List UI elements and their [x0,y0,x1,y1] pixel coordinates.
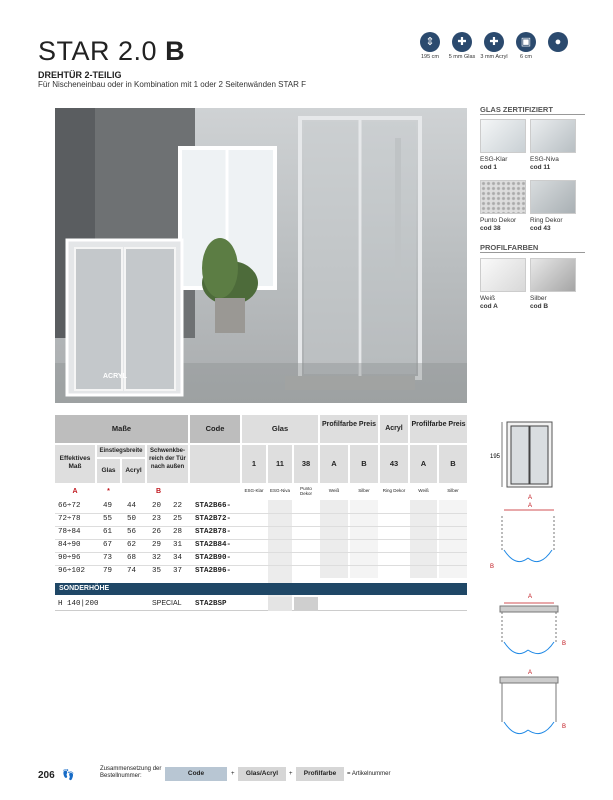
acryl-thickness-label: 3 mm Acryl [480,54,508,60]
subtitle: DREHTÜR 2-TEILIG [38,70,122,80]
cell-b2: 25 [173,515,183,523]
cell-acryl: 56 [127,528,137,536]
header-einstieg-acryl: Acryl [122,459,145,483]
profile-heading: PROFILFARBEN [480,243,585,253]
header-einstieg-glas: Glas [97,459,120,483]
sonderhoehe-row [55,597,467,611]
glas-name-38: Punto Dekor [299,486,312,496]
dim-a-1: A [528,495,533,501]
cell-eff: 78÷84 [58,528,81,536]
glass-thickness-label: 5 mm Glas [448,54,476,60]
acryl-code-43: 43 [380,445,408,483]
profile-width-icon: ▣ [516,32,536,52]
product-photo [55,108,467,403]
header-acryl: Acryl [380,415,408,443]
cell-code: STA2B72- [195,515,232,523]
glas-code-38: 38 [294,445,318,483]
cell-b1: 35 [152,567,162,575]
profil2-code-b: B [439,445,467,483]
dim-a-3: A [528,594,533,600]
header-code: Code [190,415,240,443]
cell-code: STA2B84- [195,541,232,549]
dim-a-4: A [528,670,533,676]
profil-code-a: A [320,445,348,483]
glass-swatch-ring[interactable] [530,180,576,214]
sonder-glas-11-cell [268,597,292,611]
acryl-inset-label: ACRYL [103,373,127,380]
header-schwenkbereich: Schwenkbe-reich der Tür nach außen [147,445,188,483]
glas-name-11: ESG-Niva [269,488,290,493]
cell-b1: 29 [152,541,162,549]
header-glas: Glas [242,415,318,443]
profile-label-2: Silber cod B [530,295,549,310]
row-divider [55,539,467,540]
page-title: STAR 2.0 B [38,36,186,66]
cell-b2: 37 [173,567,183,575]
profil-code-b: B [350,445,378,483]
cell-code: STA2B66- [195,502,232,510]
dim-b-3: B [562,724,567,730]
footer-plus-2: + [289,771,293,777]
cell-glas: 55 [103,515,113,523]
glass-swatch-niva[interactable] [530,119,576,153]
header-einstiegsbreite: Einstiegsbreite [97,445,145,457]
cell-eff: 72÷78 [58,515,81,523]
title-suffix: B [165,36,186,66]
sonder-glas-38-cell [294,597,318,611]
profile-swatch-silver[interactable] [530,258,576,292]
technical-drawings [482,410,582,755]
cell-glas: 73 [103,554,113,562]
cell-glas: 61 [103,528,113,536]
glass-label-1: ESG-Klar cod 1 [480,156,508,171]
header-code-sub [190,445,240,483]
cell-acryl: 74 [127,567,137,575]
footer-result: = Artikelnummer [347,771,391,777]
cell-code: STA2B90- [195,554,232,562]
cell-acryl: 50 [127,515,137,523]
cell-b1: 32 [152,554,162,562]
profil-name-b: Silber [358,488,370,493]
glass-swatch-punto[interactable] [480,180,526,214]
row-divider [55,565,467,566]
cell-glas: 79 [103,567,113,575]
profil2-name-b: Silber [447,488,459,493]
header-masse: Maße [55,415,188,443]
acryl-thickness-icon: ✚ [484,32,504,52]
profile-width-label: 6 cm [520,54,532,60]
order-note: Zusammensetzung der Bestellnummer: [100,766,162,779]
glass-label-2: ESG-Niva cod 11 [530,156,559,171]
mark-b: B [155,488,162,495]
height-label: 195 cm [420,54,440,60]
header-profil-preis: Profilfarbe Preis [320,415,378,443]
footer-glas-pill: Glas/Acryl [238,767,286,781]
footer-code-pill: Code [165,767,227,781]
row-divider [55,526,467,527]
header-effektives-mass: Effektives Maß [55,445,95,483]
height-dim-label: 195 [490,454,501,460]
cell-b2: 28 [173,528,183,536]
cell-b1: 26 [152,528,162,536]
profile-swatch-white[interactable] [480,258,526,292]
row-divider [55,552,467,553]
cell-b2: 22 [173,502,183,510]
row-divider [55,513,467,514]
glass-thickness-icon: ✚ [452,32,472,52]
cell-code: STA2B78- [195,528,232,536]
cell-glas: 67 [103,541,113,549]
cell-b1: 20 [152,502,162,510]
mark-star: * [107,488,110,495]
header-profil-preis-2: Profilfarbe Preis [410,415,467,443]
cell-b2: 31 [173,541,183,549]
sonder-special: SPECIAL [152,600,182,607]
sonderhoehe-bar: SONDERHÖHE [55,583,467,595]
profile-label-1: Weiß cod A [480,295,498,310]
footer-plus-1: + [231,771,235,777]
cell-b1: 23 [152,515,162,523]
cell-acryl: 68 [127,554,137,562]
sonder-code: STA2BSP [195,600,227,608]
water-drop-icon: ● [548,32,568,52]
cell-b2: 34 [173,554,183,562]
glas-code-11: 11 [268,445,292,483]
cell-eff: 90÷96 [58,554,81,562]
cell-eff: 66÷72 [58,502,81,510]
bathroom-scene [55,108,467,403]
glass-swatch-clear[interactable] [480,119,526,153]
cell-glas: 49 [103,502,113,510]
mark-a: A [72,488,78,495]
glas-name-1: ESG-Klar [244,488,264,493]
glass-label-3: Punto Dekor cod 38 [480,217,517,232]
profil2-code-a: A [410,445,437,483]
dim-b-1: B [490,564,495,570]
cell-acryl: 44 [127,502,137,510]
profil-name-a: Weiß [328,488,340,493]
profil2-name-a: Weiß [418,488,429,493]
glass-label-4: Ring Dekor cod 43 [530,217,563,232]
cell-eff: 96÷102 [58,567,86,575]
cell-code: STA2B96- [195,567,232,575]
page-number: 206 [38,770,55,781]
glass-heading: GLAS ZERTIFIZIERT [480,105,585,115]
dim-a-2: A [528,503,533,509]
cell-acryl: 62 [127,541,137,549]
acryl-name: Ring Dekor [382,488,406,493]
sonder-range: H 140|200 [58,600,99,608]
footer-profil-pill: Profilfarbe [296,767,344,781]
height-icon: ⇕ [420,32,440,52]
footprints-icon: 👣 [62,770,75,781]
description: Für Nischeneinbau oder in Kombination mit 1 oder 2 Seitenwänden STAR F [38,80,306,89]
cell-eff: 84÷90 [58,541,81,549]
glas-code-1: 1 [242,445,266,483]
dim-b-2: B [562,641,567,647]
